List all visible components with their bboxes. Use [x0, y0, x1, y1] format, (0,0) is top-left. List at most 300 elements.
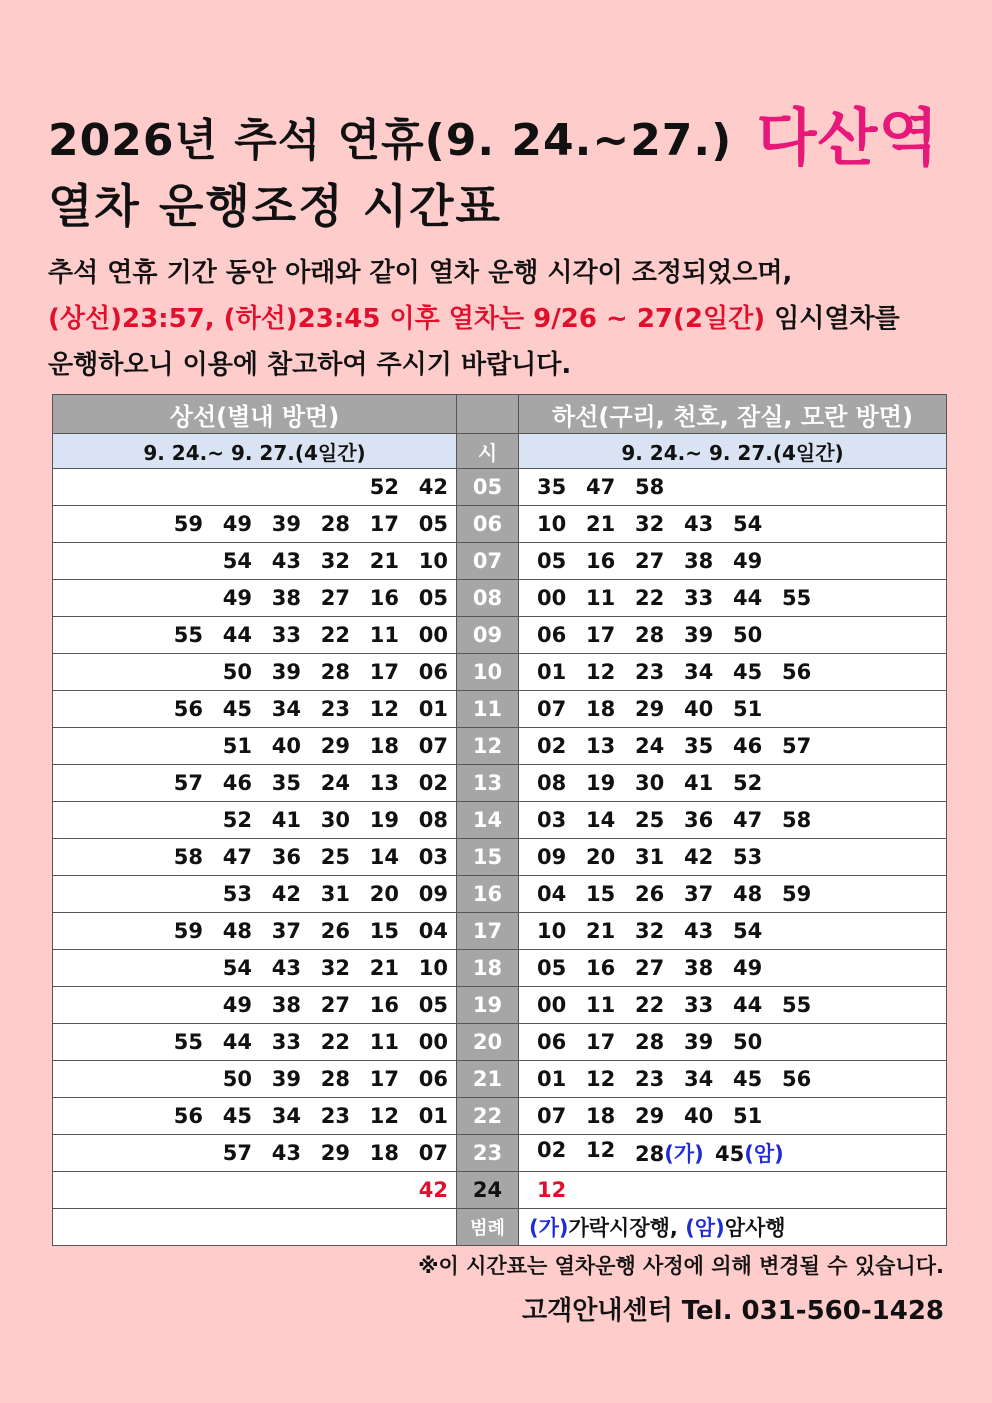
up-departure-minute: 05	[418, 512, 448, 536]
down-departure-minute	[537, 1067, 586, 1091]
down-minute-value: 55	[782, 993, 812, 1017]
station-name: 다산역	[756, 101, 940, 174]
up-departure-minute: 12	[369, 697, 399, 721]
down-minute-value: 28	[635, 1030, 665, 1054]
up-minutes-cell	[53, 1098, 457, 1135]
up-departure-minute: 42	[418, 1178, 448, 1202]
down-departure-minute	[733, 549, 782, 573]
down-departure-minute	[782, 808, 831, 832]
destination-mark: (가)	[664, 1142, 704, 1166]
down-minute-value: 24	[635, 734, 665, 758]
up-departure-minute: 01	[418, 697, 448, 721]
down-minute-value: 00	[537, 993, 567, 1017]
hour-header: 시	[457, 434, 519, 469]
up-departure-minute: 17	[369, 660, 399, 684]
down-departure-minute	[733, 660, 782, 684]
up-departure-minute: 40	[271, 734, 301, 758]
up-minutes-cell	[53, 654, 457, 691]
up-departure-minute: 20	[369, 882, 399, 906]
up-departure-minute: 22	[320, 623, 350, 647]
up-departure-minute: 52	[222, 808, 252, 832]
down-departure-minute	[586, 1104, 635, 1128]
down-minute-value: 43	[684, 919, 714, 943]
down-minute-value: 27	[635, 549, 665, 573]
down-minute-value: 38	[684, 549, 714, 573]
up-departure-minute: 57	[222, 1141, 252, 1165]
up-departure-minute: 55	[173, 623, 203, 647]
down-minute-value: 19	[586, 771, 616, 795]
down-minute-value: 22	[635, 993, 665, 1017]
down-minute-value: 51	[733, 1104, 763, 1128]
down-departure-minute	[684, 1067, 733, 1091]
up-departure-minute: 03	[418, 845, 448, 869]
up-minutes-cell	[53, 506, 457, 543]
down-minute-value: 49	[733, 956, 763, 980]
down-departure-minute	[733, 734, 782, 758]
up-departure-minute: 44	[222, 1030, 252, 1054]
notice-line-3: 운행하오니 이용에 참고하여 주시기 바랍니다.	[48, 350, 572, 380]
down-minutes-cell	[519, 802, 947, 839]
up-minutes-cell	[53, 1172, 457, 1209]
timetable	[52, 394, 947, 1246]
up-departure-minute: 16	[369, 993, 399, 1017]
down-departure-minute	[635, 919, 684, 943]
down-departure-minute	[733, 1030, 782, 1054]
up-minutes-cell	[53, 1135, 457, 1172]
hour-cell: 05	[457, 469, 519, 506]
down-departure-minute	[782, 586, 831, 610]
down-departure-minute	[635, 1138, 715, 1168]
legend-ga-mark: (가)	[529, 1216, 569, 1240]
up-departure-minute: 39	[271, 1067, 301, 1091]
down-minute-value: 28	[635, 1142, 665, 1166]
hour-cell: 11	[457, 691, 519, 728]
down-minute-value: 23	[635, 660, 665, 684]
down-departure-minute	[537, 1178, 586, 1202]
up-departure-minute: 29	[320, 1141, 350, 1165]
notice-line-1: 추석 연휴 기간 동안 아래와 같이 열차 운행 시각이 조정되었으며,	[48, 258, 793, 288]
up-departure-minute: 02	[418, 771, 448, 795]
down-departure-minute	[684, 808, 733, 832]
hour-cell: 07	[457, 543, 519, 580]
down-minute-value: 39	[684, 1030, 714, 1054]
down-minute-value: 01	[537, 660, 567, 684]
down-departure-minute	[537, 475, 586, 499]
up-departure-minute: 28	[320, 1067, 350, 1091]
down-departure-minute	[733, 1104, 782, 1128]
up-departure-minute: 51	[222, 734, 252, 758]
down-minute-value: 36	[684, 808, 714, 832]
timetable-row	[53, 876, 947, 913]
down-minute-value: 11	[586, 586, 616, 610]
timetable-row	[53, 950, 947, 987]
down-departure-minute	[537, 660, 586, 684]
down-departure-minute	[635, 697, 684, 721]
down-minute-value: 38	[684, 956, 714, 980]
down-departure-minute	[684, 1104, 733, 1128]
hour-header-blank	[457, 395, 519, 434]
down-minutes-cell	[519, 469, 947, 506]
down-departure-minute	[684, 993, 733, 1017]
up-departure-minute: 05	[418, 586, 448, 610]
down-departure-minute	[635, 623, 684, 647]
down-minutes-cell	[519, 839, 947, 876]
up-departure-minute: 11	[369, 623, 399, 647]
down-minute-value: 00	[537, 586, 567, 610]
up-departure-minute: 56	[173, 1104, 203, 1128]
down-departure-minute	[684, 1030, 733, 1054]
down-departure-minute	[635, 845, 684, 869]
up-departure-minute: 56	[173, 697, 203, 721]
down-minute-value: 26	[635, 882, 665, 906]
legend-blank	[53, 1209, 457, 1246]
down-departure-minute	[733, 1067, 782, 1091]
timetable-row	[53, 469, 947, 506]
hour-cell: 13	[457, 765, 519, 802]
down-minute-value: 16	[586, 549, 616, 573]
down-minutes-cell	[519, 913, 947, 950]
down-departure-minute	[684, 956, 733, 980]
up-departure-minute: 13	[369, 771, 399, 795]
down-departure-minute	[586, 956, 635, 980]
up-departure-minute: 28	[320, 512, 350, 536]
down-minute-value: 35	[537, 475, 567, 499]
down-minute-value: 46	[733, 734, 763, 758]
hour-cell: 12	[457, 728, 519, 765]
up-minutes-cell	[53, 469, 457, 506]
up-minutes-cell	[53, 617, 457, 654]
down-departure-minute	[733, 697, 782, 721]
up-departure-minute: 22	[320, 1030, 350, 1054]
up-departure-minute: 15	[369, 919, 399, 943]
down-departure-minute	[733, 882, 782, 906]
down-departure-minute	[586, 1067, 635, 1091]
timetable-row	[53, 1098, 947, 1135]
legend-ga-text: 가락시장행,	[568, 1216, 686, 1240]
down-minute-value: 44	[733, 993, 763, 1017]
down-minutes-cell	[519, 765, 947, 802]
down-minute-value: 20	[586, 845, 616, 869]
down-minute-value: 47	[733, 808, 763, 832]
legend-am-mark: (암)	[685, 1216, 725, 1240]
down-departure-minute	[537, 771, 586, 795]
down-departure-minute	[684, 623, 733, 647]
down-departure-minute	[537, 993, 586, 1017]
down-departure-minute	[684, 882, 733, 906]
up-departure-minute: 39	[271, 512, 301, 536]
up-departure-minute: 10	[418, 956, 448, 980]
up-departure-minute: 41	[271, 808, 301, 832]
down-departure-minute	[586, 623, 635, 647]
down-departure-minute	[537, 734, 586, 758]
hour-cell: 19	[457, 987, 519, 1024]
down-departure-minute	[684, 771, 733, 795]
down-minutes-cell	[519, 506, 947, 543]
down-minutes-cell	[519, 617, 947, 654]
notice-line-2	[48, 298, 900, 335]
down-departure-minute	[537, 882, 586, 906]
down-minute-value: 28	[635, 623, 665, 647]
up-departure-minute: 21	[369, 956, 399, 980]
up-departure-minute: 21	[369, 549, 399, 573]
down-minute-value: 48	[733, 882, 763, 906]
up-departure-minute: 24	[320, 771, 350, 795]
up-departure-minute: 31	[320, 882, 350, 906]
up-departure-minute: 12	[369, 1104, 399, 1128]
hour-cell: 14	[457, 802, 519, 839]
down-minute-value: 52	[733, 771, 763, 795]
down-departure-minute	[635, 993, 684, 1017]
down-minute-value: 33	[684, 993, 714, 1017]
down-departure-minute	[586, 549, 635, 573]
down-minutes-cell	[519, 543, 947, 580]
timetable-row	[53, 506, 947, 543]
up-departure-minute: 09	[418, 882, 448, 906]
down-departure-minute	[537, 845, 586, 869]
down-minute-value: 10	[537, 919, 567, 943]
down-departure-minute	[635, 1067, 684, 1091]
period-header-row	[53, 434, 947, 469]
down-minute-value: 06	[537, 1030, 567, 1054]
up-departure-minute: 18	[369, 734, 399, 758]
down-minute-value: 29	[635, 1104, 665, 1128]
down-departure-minute	[733, 956, 782, 980]
title-line-1	[48, 88, 939, 177]
down-minute-value: 42	[684, 845, 714, 869]
up-departure-minute: 47	[222, 845, 252, 869]
down-minute-value: 17	[586, 623, 616, 647]
down-departure-minute	[733, 771, 782, 795]
down-minute-value: 39	[684, 623, 714, 647]
hour-cell: 23	[457, 1135, 519, 1172]
down-departure-minute	[635, 1030, 684, 1054]
down-departure-minute	[782, 882, 831, 906]
down-minutes-cell	[519, 654, 947, 691]
down-departure-minute	[684, 586, 733, 610]
down-minute-value: 05	[537, 549, 567, 573]
down-minute-value: 17	[586, 1030, 616, 1054]
legend-label: 범례	[457, 1209, 519, 1246]
down-minute-value: 40	[684, 1104, 714, 1128]
down-minute-value: 12	[586, 1138, 616, 1162]
down-minute-value: 12	[537, 1178, 567, 1202]
up-direction-header: 상선(별내 방면)	[53, 395, 457, 434]
up-departure-minute: 49	[222, 512, 252, 536]
down-minute-value: 47	[586, 475, 616, 499]
down-minute-value: 32	[635, 919, 665, 943]
down-departure-minute	[782, 1067, 831, 1091]
down-minute-value: 33	[684, 586, 714, 610]
down-direction-header: 하선(구리, 천호, 잠실, 모란 방면)	[519, 395, 947, 434]
down-departure-minute	[586, 882, 635, 906]
up-departure-minute: 17	[369, 1067, 399, 1091]
up-departure-minute: 34	[271, 1104, 301, 1128]
down-departure-minute	[586, 586, 635, 610]
down-departure-minute	[635, 882, 684, 906]
down-minute-value: 30	[635, 771, 665, 795]
down-minute-value: 57	[782, 734, 812, 758]
down-minute-value: 03	[537, 808, 567, 832]
down-minute-value: 31	[635, 845, 665, 869]
down-departure-minute	[733, 512, 782, 536]
destination-mark: (암)	[744, 1142, 784, 1166]
hour-cell: 20	[457, 1024, 519, 1061]
up-minutes-cell	[53, 839, 457, 876]
up-departure-minute: 38	[271, 993, 301, 1017]
down-departure-minute	[635, 660, 684, 684]
up-departure-minute: 33	[271, 1030, 301, 1054]
down-departure-minute	[586, 660, 635, 684]
down-minute-value: 07	[537, 697, 567, 721]
up-minutes-cell	[53, 765, 457, 802]
down-departure-minute	[537, 623, 586, 647]
up-minutes-cell	[53, 876, 457, 913]
down-minute-value: 12	[586, 660, 616, 684]
timetable-row	[53, 654, 947, 691]
up-departure-minute: 11	[369, 1030, 399, 1054]
down-minute-value: 05	[537, 956, 567, 980]
down-minute-value: 37	[684, 882, 714, 906]
down-minute-value: 40	[684, 697, 714, 721]
down-minutes-cell	[519, 1061, 947, 1098]
down-departure-minute	[635, 512, 684, 536]
down-minutes-cell	[519, 950, 947, 987]
notice-line-2-rest: 임시열차를	[765, 304, 900, 334]
down-minute-value: 45	[715, 1142, 745, 1166]
up-departure-minute: 34	[271, 697, 301, 721]
up-period: 9. 24.~ 9. 27.(4일간)	[53, 434, 457, 469]
down-minute-value: 55	[782, 586, 812, 610]
down-departure-minute	[586, 993, 635, 1017]
down-departure-minute	[586, 697, 635, 721]
up-minutes-cell	[53, 802, 457, 839]
up-departure-minute: 49	[222, 586, 252, 610]
down-minute-value: 23	[635, 1067, 665, 1091]
up-departure-minute: 30	[320, 808, 350, 832]
up-departure-minute: 59	[173, 512, 203, 536]
down-minute-value: 41	[684, 771, 714, 795]
hour-cell: 17	[457, 913, 519, 950]
hour-cell: 16	[457, 876, 519, 913]
up-departure-minute: 32	[320, 549, 350, 573]
down-minute-value: 56	[782, 660, 812, 684]
down-departure-minute	[635, 771, 684, 795]
up-departure-minute: 36	[271, 845, 301, 869]
up-departure-minute: 14	[369, 845, 399, 869]
down-minutes-cell	[519, 1172, 947, 1209]
down-departure-minute	[537, 1030, 586, 1054]
down-departure-minute	[635, 586, 684, 610]
up-departure-minute: 06	[418, 660, 448, 684]
down-departure-minute	[782, 660, 831, 684]
up-departure-minute: 57	[173, 771, 203, 795]
down-minutes-cell	[519, 691, 947, 728]
up-departure-minute: 48	[222, 919, 252, 943]
down-minute-value: 18	[586, 1104, 616, 1128]
timetable-row	[53, 617, 947, 654]
down-minute-value: 44	[733, 586, 763, 610]
down-departure-minute	[635, 475, 684, 499]
down-minute-value: 51	[733, 697, 763, 721]
down-minute-value: 02	[537, 1138, 567, 1162]
up-departure-minute: 38	[271, 586, 301, 610]
down-minute-value: 13	[586, 734, 616, 758]
down-minute-value: 50	[733, 623, 763, 647]
title-line-2: 열차 운행조정 시간표	[48, 179, 502, 233]
down-minute-value: 21	[586, 512, 616, 536]
legend-row	[53, 1209, 947, 1246]
notice-highlight: (상선)23:57, (하선)23:45 이후 열차는 9/26 ~ 27(2일간)	[48, 304, 766, 334]
up-minutes-cell	[53, 1061, 457, 1098]
down-departure-minute	[782, 734, 831, 758]
timetable-row	[53, 1135, 947, 1172]
title-text: 2026년 추석 연휴(9. 24.~27.)	[48, 115, 733, 166]
down-minute-value: 22	[635, 586, 665, 610]
direction-header-row	[53, 395, 947, 434]
up-departure-minute: 32	[320, 956, 350, 980]
timetable-row	[53, 1024, 947, 1061]
legend-am-text: 암사행	[724, 1216, 786, 1240]
down-departure-minute	[684, 549, 733, 573]
down-minute-value: 56	[782, 1067, 812, 1091]
up-departure-minute: 50	[222, 660, 252, 684]
up-departure-minute: 54	[222, 956, 252, 980]
up-departure-minute: 04	[418, 919, 448, 943]
down-minute-value: 15	[586, 882, 616, 906]
down-minutes-cell	[519, 1098, 947, 1135]
down-minute-value: 12	[586, 1067, 616, 1091]
down-minutes-cell	[519, 580, 947, 617]
up-departure-minute: 43	[271, 956, 301, 980]
timetable-row	[53, 1172, 947, 1209]
down-departure-minute	[586, 734, 635, 758]
down-minute-value: 43	[684, 512, 714, 536]
down-departure-minute	[635, 549, 684, 573]
down-minute-value: 11	[586, 993, 616, 1017]
customer-center-contact: 고객안내센터 Tel. 031-560-1428	[522, 1296, 944, 1326]
up-departure-minute: 23	[320, 697, 350, 721]
down-minute-value: 07	[537, 1104, 567, 1128]
down-departure-minute	[537, 956, 586, 980]
up-minutes-cell	[53, 987, 457, 1024]
down-departure-minute	[586, 512, 635, 536]
down-minute-value: 02	[537, 734, 567, 758]
hour-cell: 18	[457, 950, 519, 987]
down-departure-minute	[635, 956, 684, 980]
down-departure-minute	[684, 734, 733, 758]
up-departure-minute: 16	[369, 586, 399, 610]
up-departure-minute: 25	[320, 845, 350, 869]
down-departure-minute	[537, 549, 586, 573]
down-departure-minute	[684, 660, 733, 684]
down-minute-value: 27	[635, 956, 665, 980]
down-minute-value: 34	[684, 1067, 714, 1091]
down-minute-value: 59	[782, 882, 812, 906]
up-minutes-cell	[53, 543, 457, 580]
up-departure-minute: 10	[418, 549, 448, 573]
up-departure-minute: 05	[418, 993, 448, 1017]
timetable-row	[53, 802, 947, 839]
down-minute-value: 29	[635, 697, 665, 721]
down-departure-minute	[684, 697, 733, 721]
change-notice: ※이 시간표는 열차운행 사정에 의해 변경될 수 있습니다.	[418, 1254, 944, 1278]
up-departure-minute: 27	[320, 993, 350, 1017]
down-departure-minute	[537, 586, 586, 610]
up-departure-minute: 45	[222, 1104, 252, 1128]
up-departure-minute: 07	[418, 734, 448, 758]
down-minute-value: 45	[733, 1067, 763, 1091]
up-departure-minute: 39	[271, 660, 301, 684]
